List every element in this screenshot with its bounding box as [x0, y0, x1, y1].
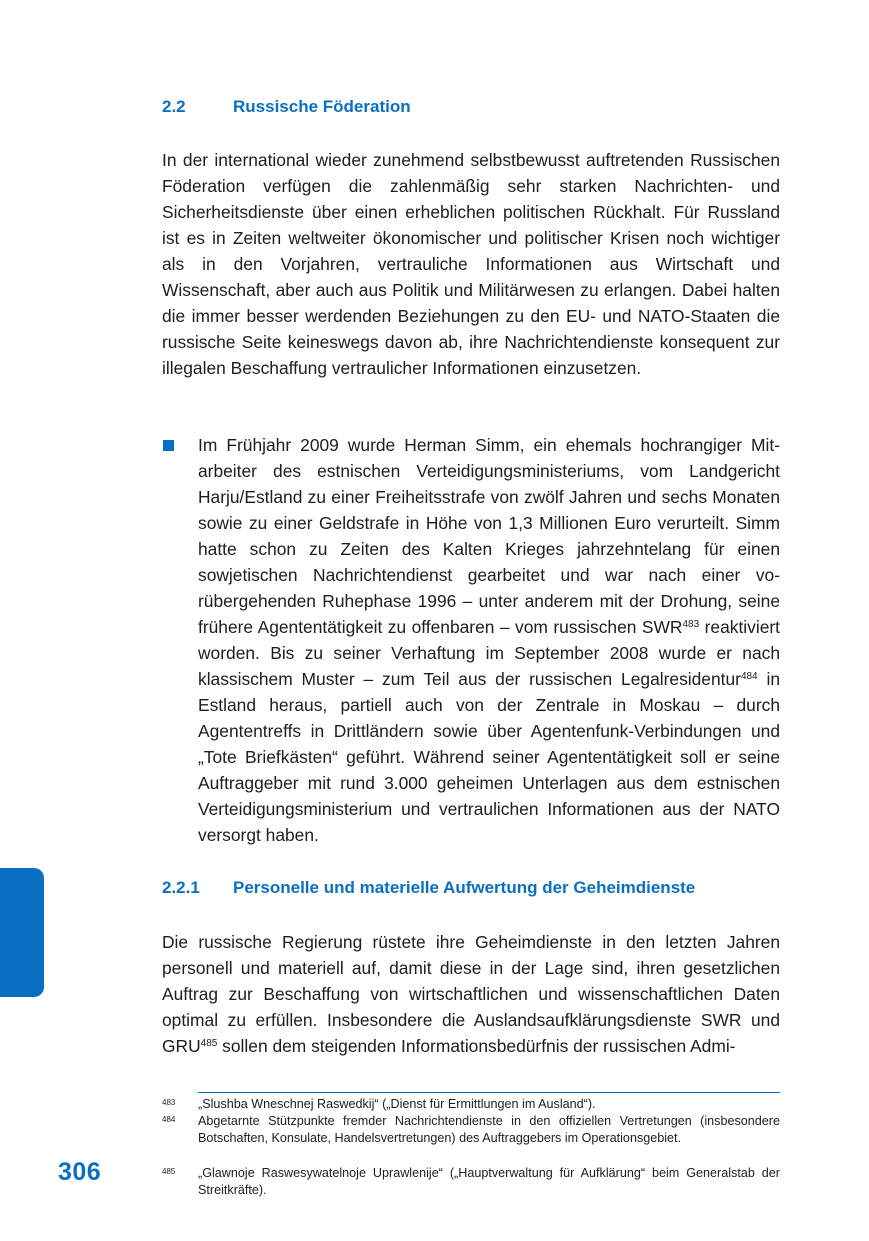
footnote-text: Abgetarnte Stützpunkte fremder Nachrichtendienste in den offiziellen Vertretungen (insbesondere Botschaften, Konsulate, Handelsvertretungen) des Auftraggebers im Operationsgebiet. — [198, 1114, 780, 1145]
footnote-number: 485 — [162, 1167, 176, 1176]
footnote-number: 483 — [162, 1098, 176, 1107]
bullet-text-part1: Im Frühjahr 2009 wurde Herman Simm, ein ehemals hochrangiger Mitarbeiter des estnischen Verteidigungsministeriums, vom Landgericht Harju/Estland zu einer Freiheitsstrafe von zwölf Jahren und sechs Monaten sowie zu einer Geldstrafe in Höhe von 1,3 Millionen Euro verurteilt. Simm hatte schon zu Zeiten des Kalten Krieges jahrzehntelang für einen sowjetischen Nachrichtendienst gearbeitet und war nach einer vorübergehenden Ruhephase 1996 – unter anderem mit der Drohung, seine frühere Agententätigkeit zu offenbaren – vom russischen SWR — [198, 435, 780, 637]
footnote-text: „Slushba Wneschnej Raswedkij“ („Dienst für Ermittlungen im Ausland“). — [198, 1097, 596, 1111]
footnote-484 — [162, 1113, 780, 1147]
footnote-ref-483[interactable]: 483 — [682, 619, 700, 630]
section-title: Russische Föderation — [233, 97, 411, 116]
footnote-text: „Glawnoje Raswesywatelnoje Uprawlenije“ („Hauptverwaltung für Aufklärung“ beim Generalstab der Streitkräfte). — [198, 1166, 780, 1197]
bullet-text-part3: in Estland heraus, partiell auch von der Zentrale in Moskau – durch Agententreffs in Drittländern sowie über Agentenfunk-Verbindungen und „Tote Briefkästen“ geführt. Während seiner Agententätigkeit soll er seine Auftraggeber mit rund 3.000 geheimen Unterlagen aus dem estnischen Verteidigungsministerium und vertraulichen Informationen aus der NATO versorgt haben. — [198, 669, 780, 845]
footnote-divider — [198, 1092, 780, 1093]
subsection-title: Personelle und materielle Aufwertung der Geheimdienste — [233, 878, 696, 897]
section-number: 2.2 — [162, 97, 186, 116]
footnote-number: 484 — [162, 1115, 176, 1124]
bullet-square-icon — [163, 440, 174, 451]
subsection-heading — [162, 878, 695, 898]
subsection-text-part1: Die russische Regierung rüstete ihre Geheimdienste in den letzten Jahren personell und materiell auf, damit diese in der Lage sind, ihren gesetzlichen Auftrag zur Beschaffung von wirtschaftlichen und wissenschaftlichen Daten optimal zu erfüllen. Insbesondere die Auslandsaufklärungsdienste SWR und GRU — [162, 932, 780, 1056]
bullet-paragraph — [198, 432, 780, 848]
subsection-paragraph — [162, 929, 780, 1059]
section-heading — [162, 97, 411, 117]
subsection-number: 2.2.1 — [162, 878, 200, 897]
footnote-ref-485[interactable]: 485 — [200, 1038, 218, 1049]
footnote-483 — [162, 1096, 780, 1113]
page-edge-tab — [0, 868, 44, 997]
subsection-text-part2: sollen dem steigenden Informationsbedürfnis der russischen Admi- — [217, 1036, 736, 1056]
page-number: 306 — [58, 1158, 102, 1186]
footnote-485 — [162, 1165, 780, 1199]
bullet-text-part2: reaktiviert worden. Bis zu seiner Verhaftung im September 2008 wurde er nach klassischem Muster – zum Teil aus der russischen Legalresidentur — [198, 617, 780, 689]
footnote-ref-484[interactable]: 484 — [740, 671, 758, 682]
intro-paragraph: In der international wieder zunehmend selbstbewusst auftretenden Russischen Föderation verfügen die zahlenmäßig sehr starken Nachrichten- und Sicherheitsdienste über einen erheblichen politischen Rückhalt. Für Russland ist es in Zeiten weltweiter ökonomischer und politischer Krisen noch wichtiger als in den Vorjahren, vertrauliche Informationen aus Wirtschaft und Wissenschaft, aber auch aus Politik und Militärwesen zu erlangen. Dabei halten die immer besser werdenden Beziehungen zu den EU- und NATO-Staaten die russische Seite keineswegs davon ab, ihre Nachrichtendienste konsequent zur illegalen Beschaffung vertraulicher Informationen einzusetzen. — [162, 150, 780, 378]
